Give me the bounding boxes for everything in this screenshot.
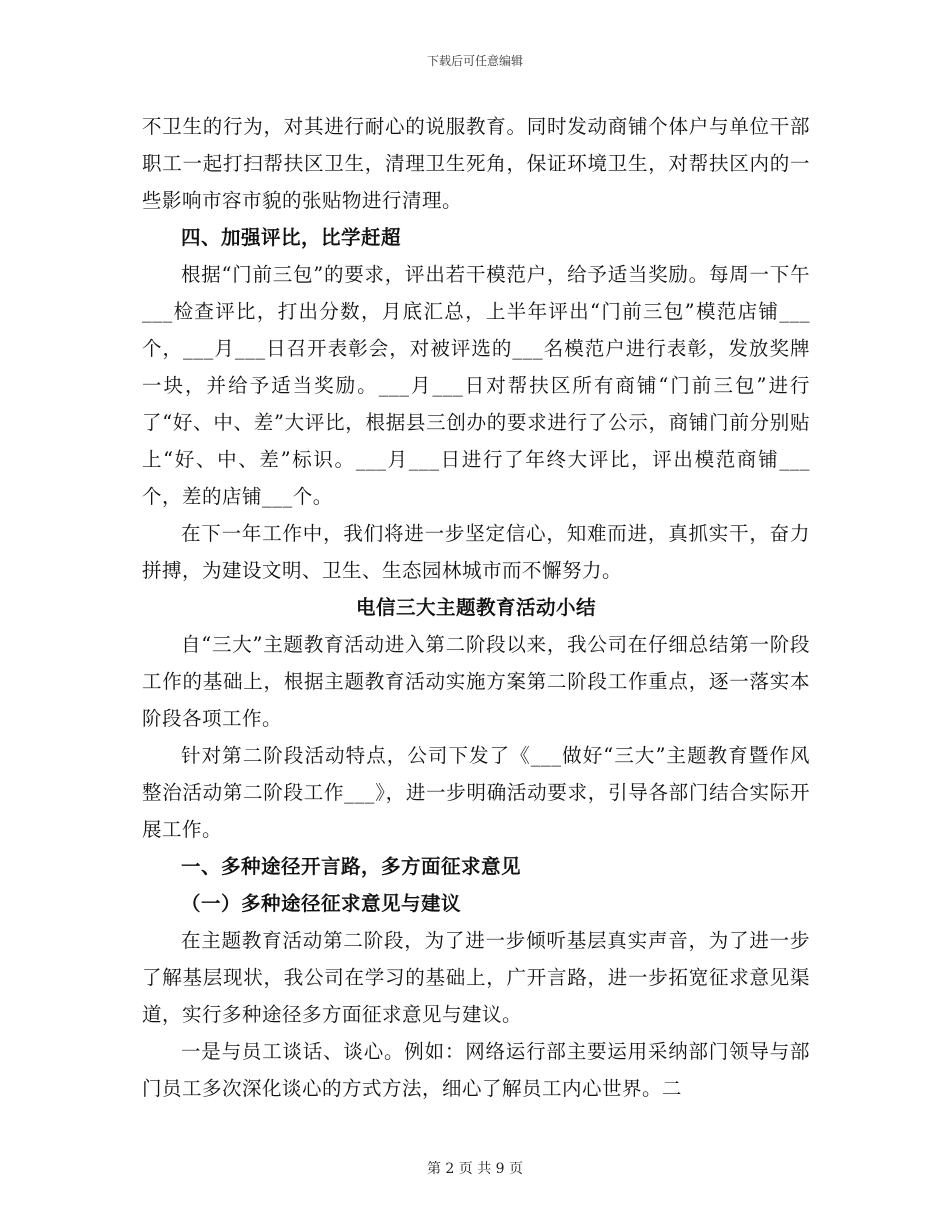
paragraph-4: 自“三大”主题教育活动进入第二阶段以来，我公司在仔细总结第一阶段工作的基础上，根据主题教育活动实施方案第二阶段工作重点，逐一落实本阶段各项工作。	[142, 633, 810, 730]
paragraph-1: 不卫生的行为，对其进行耐心的说服教育。同时发动商铺个体户与单位干部职工一起打扫帮扶区卫生，清理卫生死角，保证环境卫生，对帮扶区内的一些影响市容市貌的张贴物进行清理。	[142, 115, 810, 212]
paragraph-2: 根据“门前三包”的要求，评出若干模范户，给予适当奖励。每周一下午___检查评比，打出分数，月底汇总，上半年评出“门前三包”模范店铺___个，___月___日召开表彰会，对被评选的___名模范户进行表彰，发放奖牌一块，并给予适当奖励。___月___日对帮扶区所有商铺“门前三包”进行了“好、中、差”大评比，根据县三创办的要求进行了公示，商铺门前分别贴上“好、中、差”标识。___月___日进行了年终大评比，评出模范商铺___个，差的店铺___个。	[142, 263, 810, 508]
paragraph-3: 在下一年工作中，我们将进一步坚定信心，知难而进，真抓实干，奋力拼搏，为建设文明、卫生、生态园林城市而不懈努力。	[142, 522, 810, 582]
paragraph-7: 一是与员工谈话、谈心。例如：网络运行部主要运用采纳部门领导与部门员工多次深化谈心的方式方法，细心了解员工内心世界。二	[142, 1040, 810, 1100]
subsection-heading-1: （一）多种途径征求意见与建议	[181, 892, 462, 915]
document-body	[142, 108, 810, 1107]
paragraph-6: 在主题教育活动第二阶段，为了进一步倾听基层真实声音，为了进一步了解基层现状，我公司在学习的基础上，广开言路，进一步拓宽征求意见渠道，实行多种途径多方面征求意见与建议。	[142, 929, 810, 1026]
document-title: 电信三大主题教育活动小结	[355, 596, 596, 619]
paragraph-5: 针对第二阶段活动特点，公司下发了《___做好“三大”主题教育暨作风整治活动第二阶段工作___》，进一步明确活动要求，引导各部门结合实际开展工作。	[142, 744, 810, 841]
section-heading-1: 一、多种途径开言路，多方面征求意见	[181, 855, 522, 878]
page-header-note: 下载后可任意编辑	[426, 54, 523, 68]
section-heading-4: 四、加强评比，比学赶超	[181, 226, 402, 249]
page-number: 第 2 页 共 9 页	[426, 1161, 524, 1177]
